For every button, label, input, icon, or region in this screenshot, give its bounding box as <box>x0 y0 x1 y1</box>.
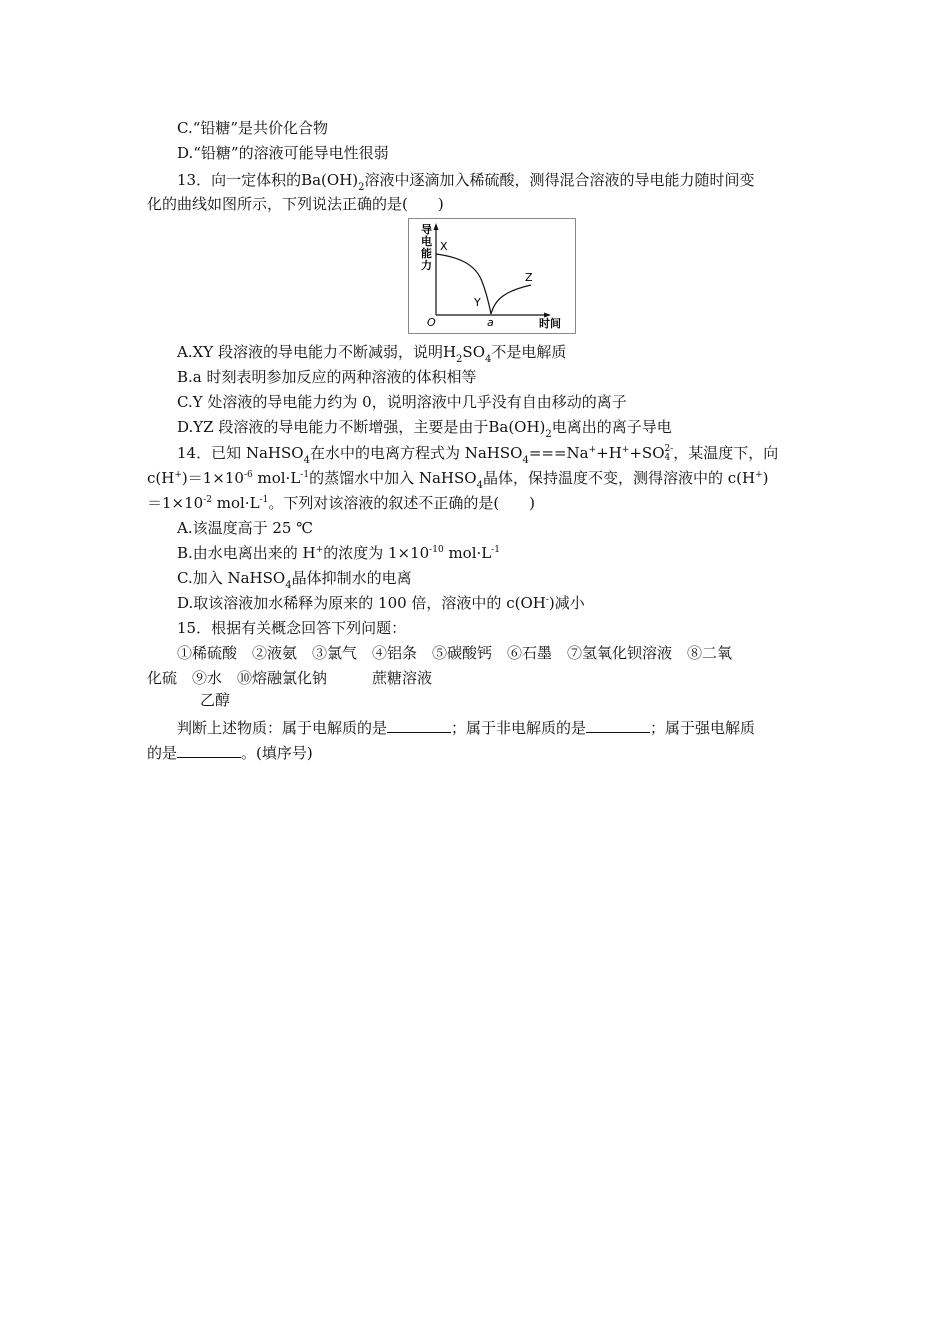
text: ，某温度下，向 <box>673 444 779 462</box>
superscript: - <box>545 595 549 605</box>
text: A.XY 段溶液的导电能力不断减弱，说明 <box>177 343 443 361</box>
superscript: + <box>315 545 324 555</box>
answer-blank-nonelectrolyte[interactable] <box>586 718 650 733</box>
y-axis-arrow <box>434 223 439 230</box>
subscript: 4 <box>664 453 671 463</box>
text: 的蒸馏水中加入 NaHSO <box>309 469 477 487</box>
superscript: + <box>621 445 630 455</box>
y-label-char: 电 <box>421 235 432 248</box>
q15-items-line2: 化硫 ⑨水 ⑩熔融氯化钠 蔗糖溶液 <box>147 669 433 687</box>
subscript: 4 <box>476 480 483 491</box>
subscript: 2 <box>456 354 463 365</box>
point-x-label: X <box>440 240 448 253</box>
text: 。(填序号) <box>241 744 313 762</box>
q14-stem-line3 <box>147 493 535 516</box>
text: 晶体，保持温度不变，测得溶液中的 c(H <box>482 469 756 487</box>
q13-option-a <box>177 342 566 365</box>
text: )减小 <box>548 594 585 612</box>
q13-option-b: B.a 时刻表明参加反应的两种溶液的体积相等 <box>177 368 477 386</box>
superscript: 2- <box>664 444 674 454</box>
text: ；属于强电解质 <box>650 719 756 737</box>
y-label-char: 导 <box>421 223 432 236</box>
answer-blank-strong-electrolyte[interactable] <box>177 743 241 758</box>
curve-xy <box>436 254 491 314</box>
superscript: -2 <box>203 495 212 505</box>
point-y-label: Y <box>474 296 481 309</box>
q13-stem-line1 <box>177 170 755 193</box>
point-z-label: Z <box>525 271 533 284</box>
subscript: 2 <box>358 182 365 193</box>
q13-option-d <box>177 417 672 440</box>
q15-judge-line1 <box>177 718 755 738</box>
text: C.加入 NaHSO <box>177 569 286 587</box>
text: D.取该溶液加水稀释为原来的 100 倍，溶液中的 c(OH <box>177 594 546 612</box>
text: )＝1×10 <box>181 469 244 487</box>
superscript: -1 <box>491 545 501 555</box>
subscript: 4 <box>522 455 529 466</box>
text: mol·L <box>252 469 301 487</box>
q14-option-b <box>177 543 500 566</box>
text: 判断上述物质：属于电解质的是 <box>177 719 388 737</box>
q14-option-c <box>177 568 412 591</box>
subscript: 4 <box>303 455 310 466</box>
text: 13．向一定体积的 <box>177 171 302 189</box>
q12-option-d: D.“铅糖”的溶液可能导电性很弱 <box>177 144 389 162</box>
q13-option-c: C.Y 处溶液的导电能力约为 0，说明溶液中几乎没有自由移动的离子 <box>177 393 627 411</box>
text: ===Na <box>528 444 589 462</box>
superscript: -1 <box>300 470 310 480</box>
text: c(H <box>147 469 175 487</box>
text: +SO <box>629 444 665 462</box>
text: B.由水电离出来的 H <box>177 544 316 562</box>
superscript: + <box>588 445 597 455</box>
text: 电离出的离子导电 <box>551 418 672 436</box>
text: 不是电解质 <box>491 343 567 361</box>
formula: Ba(OH) <box>301 171 359 189</box>
x-axis-label: 时间 <box>539 317 561 330</box>
a-label: a <box>487 316 494 329</box>
origin-label: O <box>427 316 436 329</box>
subscript: 2 <box>545 429 552 440</box>
q14-option-d <box>177 593 585 616</box>
q14-stem-line2 <box>147 468 768 491</box>
text: mol·L <box>211 494 260 512</box>
subscript: 4 <box>285 580 292 591</box>
y-label-char: 力 <box>421 259 432 272</box>
text: ＝1×10 <box>147 494 204 512</box>
superscript: + <box>755 470 763 480</box>
text: mol·L <box>443 544 492 562</box>
text: ；属于非电解质的是 <box>451 719 587 737</box>
q15-items-line1: ①稀硫酸 ②液氨 ③氯气 ④铝条 ⑤碳酸钙 ⑥石墨 ⑦氢氧化钡溶液 ⑧二氧 <box>177 644 733 662</box>
q12-option-c: C.“铅糖”是共价化合物 <box>177 119 329 137</box>
q15-stem: 15．根据有关概念回答下列问题： <box>177 619 407 637</box>
q15-judge-line2 <box>147 743 313 763</box>
text: 14．已知 NaHSO <box>177 444 304 462</box>
conductivity-graph <box>408 218 576 334</box>
text: 溶液中逐滴加入稀硫酸，测得混合溶液的导电能力随时间变 <box>364 171 755 189</box>
text: +H <box>596 444 622 462</box>
superscript: -6 <box>243 470 253 480</box>
superscript: -10 <box>429 545 444 555</box>
q15-items-line3: 乙醇 <box>200 691 231 709</box>
superscript: -1 <box>259 495 269 505</box>
q13-stem-line2: 化的曲线如图所示，下列说法正确的是( ) <box>147 195 444 213</box>
answer-blank-electrolyte[interactable] <box>387 718 451 733</box>
text: 晶体抑制水的电离 <box>291 569 412 587</box>
text: 在水中的电离方程式为 NaHSO <box>309 444 523 462</box>
q14-stem-line1 <box>177 443 778 466</box>
text: 的浓度为 1×10 <box>323 544 430 562</box>
text: 。下列对该溶液的叙述不正确的是( ) <box>268 494 536 512</box>
text: 的是 <box>147 744 178 762</box>
text: D.YZ 段溶液的导电能力不断增强，主要是由于 <box>177 418 489 436</box>
y-label-char: 能 <box>421 247 432 260</box>
superscript: + <box>174 470 182 480</box>
formula: Ba(OH) <box>488 418 546 436</box>
curve-yz <box>491 285 531 314</box>
formula: H <box>442 343 457 361</box>
text: ) <box>762 469 769 487</box>
subscript: 4 <box>485 354 492 365</box>
q14-option-a: A.该温度高于 25 ℃ <box>177 519 314 537</box>
formula: SO <box>462 343 485 361</box>
